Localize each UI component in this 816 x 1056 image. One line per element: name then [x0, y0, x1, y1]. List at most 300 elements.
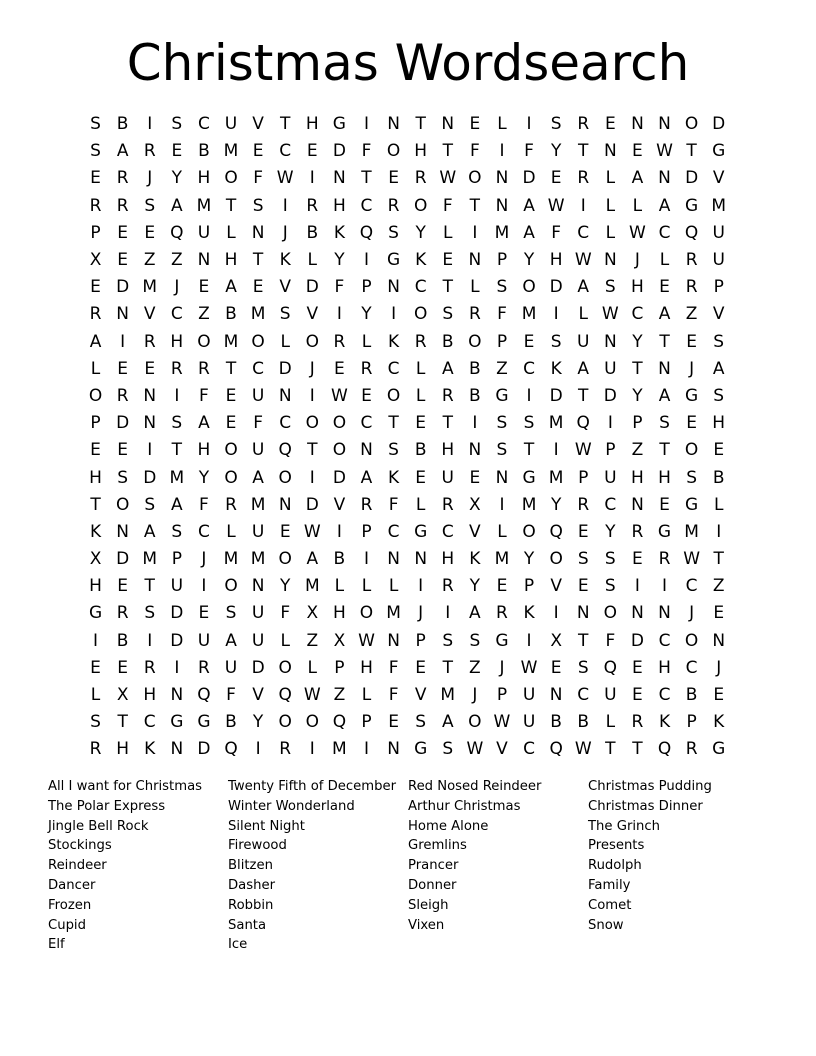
- grid-letter: M: [684, 521, 699, 542]
- grid-letter: B: [577, 712, 590, 733]
- word-list-item: The Polar Express: [48, 798, 166, 814]
- grid-letter: I: [580, 195, 586, 216]
- grid-letter: O: [278, 657, 292, 678]
- grid-letter: J: [309, 358, 315, 379]
- grid-letter: D: [278, 358, 292, 379]
- grid-letter: I: [120, 331, 126, 352]
- grid-letter: E: [361, 385, 372, 406]
- grid-letter: R: [658, 549, 671, 570]
- grid-row: [82, 301, 734, 328]
- grid-letter: A: [225, 277, 237, 298]
- grid-letter: D: [170, 603, 184, 624]
- grid-letter: I: [662, 576, 668, 597]
- grid-letter: G: [522, 467, 536, 488]
- grid-letter: P: [523, 576, 535, 597]
- grid-row: [82, 492, 734, 519]
- grid-letter: D: [549, 385, 563, 406]
- grid-letter: C: [360, 413, 373, 434]
- grid-letter: E: [632, 657, 643, 678]
- grid-letter: Q: [278, 685, 292, 706]
- grid-letter: E: [198, 277, 210, 298]
- grid-letter: K: [415, 250, 427, 271]
- grid-letter: R: [279, 739, 292, 760]
- grid-letter: P: [496, 685, 508, 706]
- grid-letter: U: [712, 250, 725, 271]
- grid-letter: R: [143, 331, 156, 352]
- grid-letter: L: [605, 168, 616, 189]
- grid-letter: T: [659, 331, 670, 352]
- grid-letter: L: [361, 331, 372, 352]
- grid-letter: A: [577, 277, 590, 298]
- grid-letter: E: [577, 521, 589, 542]
- grid-letter: E: [171, 141, 183, 162]
- grid-letter: T: [280, 114, 291, 135]
- grid-letter: T: [442, 277, 453, 298]
- grid-letter: N: [468, 440, 482, 461]
- grid-letter: Y: [523, 250, 535, 271]
- grid-letter: D: [170, 630, 184, 651]
- grid-letter: I: [363, 549, 369, 570]
- word-list-item: Jingle Bell Rock: [48, 818, 149, 834]
- grid-letter: L: [307, 657, 318, 678]
- grid-letter: C: [197, 521, 210, 542]
- word-column: [228, 777, 408, 955]
- grid-letter: N: [387, 114, 400, 135]
- grid-letter: P: [90, 222, 101, 243]
- grid-row: [82, 274, 734, 301]
- grid-letter: O: [522, 277, 536, 298]
- grid-letter: M: [332, 739, 347, 760]
- grid-letter: Q: [549, 739, 563, 760]
- grid-letter: B: [306, 222, 319, 243]
- grid-letter: Y: [171, 168, 183, 189]
- grid-letter: R: [387, 195, 400, 216]
- grid-letter: E: [90, 168, 101, 189]
- grid-letter: A: [523, 195, 535, 216]
- grid-letter: Y: [252, 712, 264, 733]
- grid-letter: E: [659, 277, 670, 298]
- grid-letter: L: [90, 685, 101, 706]
- grid-letter: G: [685, 494, 699, 515]
- grid-letter: N: [333, 168, 346, 189]
- grid-letter: H: [116, 739, 130, 760]
- grid-letter: M: [521, 304, 537, 325]
- grid-letter: F: [442, 195, 453, 216]
- grid-letter: E: [225, 413, 237, 434]
- grid-letter: E: [415, 657, 427, 678]
- grid-letter: M: [548, 467, 564, 488]
- grid-letter: Z: [496, 358, 508, 379]
- grid-letter: R: [333, 331, 346, 352]
- grid-row: [82, 655, 734, 682]
- grid-letter: K: [713, 712, 725, 733]
- grid-letter: L: [713, 494, 724, 515]
- grid-letter: R: [577, 114, 590, 135]
- grid-row: [82, 709, 734, 736]
- grid-letter: O: [305, 331, 319, 352]
- grid-letter: S: [171, 114, 183, 135]
- grid-letter: J: [147, 168, 153, 189]
- grid-letter: I: [391, 304, 397, 325]
- grid-letter: Y: [632, 331, 643, 352]
- grid-letter: I: [147, 630, 153, 651]
- word-list-item: Comet: [588, 897, 632, 913]
- grid-letter: L: [307, 250, 318, 271]
- grid-letter: P: [578, 467, 589, 488]
- grid-letter: V: [469, 521, 481, 542]
- grid-row: [82, 383, 734, 410]
- grid-letter: S: [550, 114, 562, 135]
- grid-letter: N: [712, 630, 726, 651]
- grid-letter: O: [88, 385, 103, 406]
- grid-letter: L: [497, 521, 507, 542]
- grid-letter: V: [712, 304, 725, 325]
- grid-letter: K: [279, 250, 291, 271]
- word-column: [408, 777, 588, 955]
- grid-letter: H: [441, 440, 455, 461]
- grid-letter: H: [143, 685, 157, 706]
- grid-letter: E: [117, 358, 129, 379]
- grid-letter: D: [630, 630, 644, 651]
- grid-letter: H: [224, 250, 238, 271]
- grid-letter: C: [414, 277, 427, 298]
- grid-letter: C: [387, 358, 400, 379]
- grid-letter: T: [659, 440, 670, 461]
- grid-letter: H: [305, 114, 319, 135]
- grid-letter: S: [686, 467, 697, 488]
- grid-letter: N: [495, 195, 509, 216]
- grid-row: [82, 193, 734, 220]
- grid-letter: S: [144, 195, 156, 216]
- grid-letter: R: [170, 358, 183, 379]
- grid-letter: U: [522, 685, 536, 706]
- grid-letter: E: [415, 413, 427, 434]
- grid-letter: H: [712, 413, 726, 434]
- grid-letter: N: [278, 494, 292, 515]
- grid-letter: S: [388, 222, 399, 243]
- grid-letter: C: [279, 413, 292, 434]
- grid-letter: N: [468, 250, 482, 271]
- grid-row: [82, 519, 734, 546]
- grid-letter: F: [280, 603, 291, 624]
- grid-letter: R: [89, 739, 102, 760]
- word-list-item: Elf: [48, 937, 65, 953]
- grid-letter: K: [550, 358, 562, 379]
- grid-letter: R: [496, 603, 508, 624]
- grid-letter: S: [523, 413, 535, 434]
- grid-letter: Q: [603, 657, 618, 678]
- grid-letter: L: [415, 385, 426, 406]
- grid-row: [82, 165, 734, 192]
- grid-letter: Z: [306, 630, 319, 651]
- grid-letter: Y: [550, 494, 562, 515]
- grid-letter: U: [712, 222, 725, 243]
- grid-letter: S: [442, 630, 454, 651]
- grid-letter: I: [472, 222, 478, 243]
- grid-letter: L: [470, 277, 480, 298]
- grid-letter: S: [252, 195, 264, 216]
- grid-letter: P: [90, 413, 101, 434]
- grid-letter: B: [225, 712, 237, 733]
- grid-letter: B: [685, 685, 698, 706]
- grid-letter: C: [252, 358, 265, 379]
- grid-letter: K: [469, 549, 481, 570]
- grid-row: [82, 682, 734, 709]
- grid-letter: N: [631, 603, 644, 624]
- grid-letter: E: [577, 576, 589, 597]
- grid-letter: C: [604, 494, 617, 515]
- grid-letter: P: [334, 657, 345, 678]
- grid-letter: Y: [523, 549, 535, 570]
- grid-letter: H: [89, 576, 102, 597]
- grid-letter: Z: [333, 685, 346, 706]
- grid-letter: U: [251, 630, 265, 651]
- grid-letter: I: [607, 413, 613, 434]
- grid-letter: A: [171, 494, 183, 515]
- grid-letter: R: [198, 657, 210, 678]
- grid-letter: M: [521, 494, 537, 515]
- grid-letter: F: [253, 168, 263, 189]
- word-list-item: Stockings: [48, 838, 112, 854]
- grid-letter: B: [469, 358, 481, 379]
- grid-letter: N: [414, 549, 428, 570]
- grid-letter: I: [309, 385, 315, 406]
- grid-letter: M: [494, 222, 510, 243]
- grid-letter: C: [577, 685, 590, 706]
- grid-letter: I: [553, 304, 559, 325]
- grid-letter: O: [224, 467, 238, 488]
- word-list-item: All I want for Christmas: [48, 779, 203, 794]
- grid-letter: O: [224, 576, 238, 597]
- grid-letter: E: [442, 250, 454, 271]
- grid-letter: O: [278, 467, 292, 488]
- grid-letter: B: [198, 141, 210, 162]
- grid-letter: R: [116, 168, 129, 189]
- grid-letter: D: [143, 467, 157, 488]
- grid-letter: O: [332, 440, 347, 461]
- grid-letter: R: [685, 277, 698, 298]
- grid-letter: S: [117, 467, 129, 488]
- grid-letter: V: [550, 576, 562, 597]
- grid-letter: J: [201, 549, 207, 570]
- grid-letter: M: [142, 549, 158, 570]
- word-list-item: Family: [588, 877, 631, 893]
- grid-letter: E: [252, 141, 264, 162]
- grid-letter: X: [306, 603, 319, 624]
- grid-letter: J: [716, 657, 722, 678]
- grid-letter: C: [170, 304, 183, 325]
- grid-letter: W: [574, 440, 592, 461]
- grid-letter: N: [360, 440, 373, 461]
- grid-letter: E: [388, 168, 399, 189]
- grid-letter: T: [578, 141, 589, 162]
- grid-letter: A: [577, 358, 590, 379]
- grid-letter: M: [142, 277, 158, 298]
- grid-letter: S: [442, 739, 454, 760]
- grid-letter: M: [386, 603, 401, 624]
- grid-letter: G: [332, 114, 346, 135]
- grid-letter: T: [578, 385, 589, 406]
- grid-letter: G: [685, 195, 699, 216]
- grid-letter: E: [550, 657, 562, 678]
- grid-letter: I: [336, 521, 342, 542]
- grid-row: [82, 736, 734, 763]
- grid-letter: A: [441, 358, 454, 379]
- grid-letter: T: [252, 250, 264, 271]
- grid-letter: A: [171, 195, 183, 216]
- grid-letter: H: [658, 467, 671, 488]
- grid-letter: S: [279, 304, 291, 325]
- grid-letter: E: [117, 576, 129, 597]
- grid-letter: F: [334, 277, 345, 298]
- grid-letter: A: [658, 195, 671, 216]
- grid-letter: K: [89, 521, 102, 542]
- grid-letter: R: [685, 250, 698, 271]
- grid-letter: Q: [224, 739, 238, 760]
- grid-letter: T: [388, 413, 399, 434]
- grid-letter: S: [388, 440, 399, 461]
- grid-letter: S: [90, 141, 101, 162]
- grid-letter: F: [388, 685, 399, 706]
- word-list-item: Home Alone: [408, 818, 489, 834]
- grid-letter: O: [278, 549, 292, 570]
- grid-letter: R: [116, 385, 129, 406]
- grid-letter: D: [332, 141, 346, 162]
- grid-letter: M: [711, 195, 727, 216]
- grid-letter: O: [603, 603, 618, 624]
- word-list-item: Sleigh: [408, 897, 449, 913]
- grid-letter: E: [550, 168, 562, 189]
- grid-letter: T: [442, 657, 453, 678]
- grid-letter: U: [224, 114, 238, 135]
- grid-letter: E: [90, 657, 101, 678]
- grid-letter: G: [386, 250, 401, 271]
- grid-letter: D: [116, 413, 130, 434]
- grid-letter: E: [604, 114, 616, 135]
- grid-row: [82, 111, 734, 138]
- grid-letter: G: [657, 521, 672, 542]
- grid-letter: Z: [171, 250, 183, 271]
- grid-letter: S: [90, 114, 101, 135]
- grid-letter: O: [684, 630, 699, 651]
- grid-row: [82, 138, 734, 165]
- letter-grid: [82, 111, 734, 764]
- grid-letter: N: [116, 521, 129, 542]
- word-list-item: Prancer: [408, 858, 459, 874]
- word-list-item: Frozen: [48, 897, 92, 913]
- grid-letter: G: [495, 385, 509, 406]
- grid-letter: N: [387, 630, 400, 651]
- grid-letter: I: [363, 114, 369, 135]
- grid-letter: L: [361, 685, 372, 706]
- grid-letter: R: [468, 304, 481, 325]
- grid-letter: M: [304, 576, 320, 597]
- grid-letter: I: [418, 576, 424, 597]
- grid-letter: C: [658, 630, 671, 651]
- grid-letter: H: [332, 603, 346, 624]
- grid-letter: G: [88, 603, 103, 624]
- grid-letter: F: [388, 494, 399, 515]
- grid-letter: Q: [549, 521, 563, 542]
- grid-letter: J: [174, 277, 180, 298]
- grid-letter: N: [603, 331, 617, 352]
- grid-letter: W: [629, 222, 646, 243]
- word-list-item: Vixen: [408, 917, 445, 933]
- grid-letter: L: [415, 494, 426, 515]
- grid-letter: Y: [198, 467, 210, 488]
- grid-letter: N: [387, 739, 400, 760]
- grid-letter: L: [280, 630, 290, 651]
- grid-letter: L: [443, 222, 453, 243]
- grid-letter: R: [441, 494, 454, 515]
- grid-letter: L: [659, 250, 670, 271]
- grid-letter: A: [225, 630, 237, 651]
- grid-letter: O: [305, 413, 319, 434]
- grid-letter: I: [201, 576, 207, 597]
- grid-letter: G: [197, 712, 211, 733]
- grid-letter: A: [523, 222, 535, 243]
- grid-letter: R: [414, 168, 427, 189]
- grid-row: [82, 356, 734, 383]
- grid-letter: S: [415, 712, 427, 733]
- grid-letter: N: [603, 141, 617, 162]
- grid-letter: N: [495, 467, 509, 488]
- grid-letter: E: [306, 141, 318, 162]
- grid-letter: E: [117, 250, 129, 271]
- grid-letter: W: [493, 712, 511, 733]
- grid-letter: W: [656, 141, 673, 162]
- grid-letter: W: [683, 549, 701, 570]
- grid-letter: S: [713, 331, 725, 352]
- grid-letter: O: [359, 603, 374, 624]
- grid-letter: S: [442, 304, 454, 325]
- grid-letter: D: [305, 494, 319, 515]
- grid-letter: C: [197, 114, 210, 135]
- grid-letter: I: [526, 114, 532, 135]
- grid-letter: L: [605, 195, 616, 216]
- word-list-item: Arthur Christmas: [408, 798, 521, 814]
- grid-letter: B: [116, 630, 129, 651]
- grid-letter: T: [90, 494, 101, 515]
- grid-letter: X: [89, 549, 102, 570]
- grid-letter: R: [441, 385, 454, 406]
- grid-letter: C: [279, 141, 292, 162]
- grid-letter: V: [143, 304, 156, 325]
- page-title: Christmas Wordsearch: [126, 34, 690, 92]
- grid-letter: I: [147, 114, 153, 135]
- grid-letter: O: [386, 141, 401, 162]
- grid-letter: N: [658, 114, 671, 135]
- grid-letter: H: [89, 467, 102, 488]
- grid-letter: Q: [576, 413, 590, 434]
- grid-letter: R: [414, 331, 427, 352]
- grid-letter: F: [469, 141, 480, 162]
- grid-letter: S: [713, 385, 725, 406]
- grid-letter: E: [252, 277, 264, 298]
- grid-letter: W: [520, 657, 538, 678]
- grid-letter: S: [659, 413, 670, 434]
- grid-letter: T: [442, 141, 453, 162]
- grid-letter: U: [522, 712, 536, 733]
- grid-letter: T: [307, 440, 318, 461]
- grid-letter: N: [658, 603, 671, 624]
- grid-letter: D: [116, 277, 130, 298]
- grid-letter: K: [388, 467, 400, 488]
- grid-letter: F: [253, 413, 263, 434]
- grid-letter: T: [686, 141, 697, 162]
- grid-letter: L: [497, 114, 507, 135]
- grid-letter: Y: [280, 576, 291, 597]
